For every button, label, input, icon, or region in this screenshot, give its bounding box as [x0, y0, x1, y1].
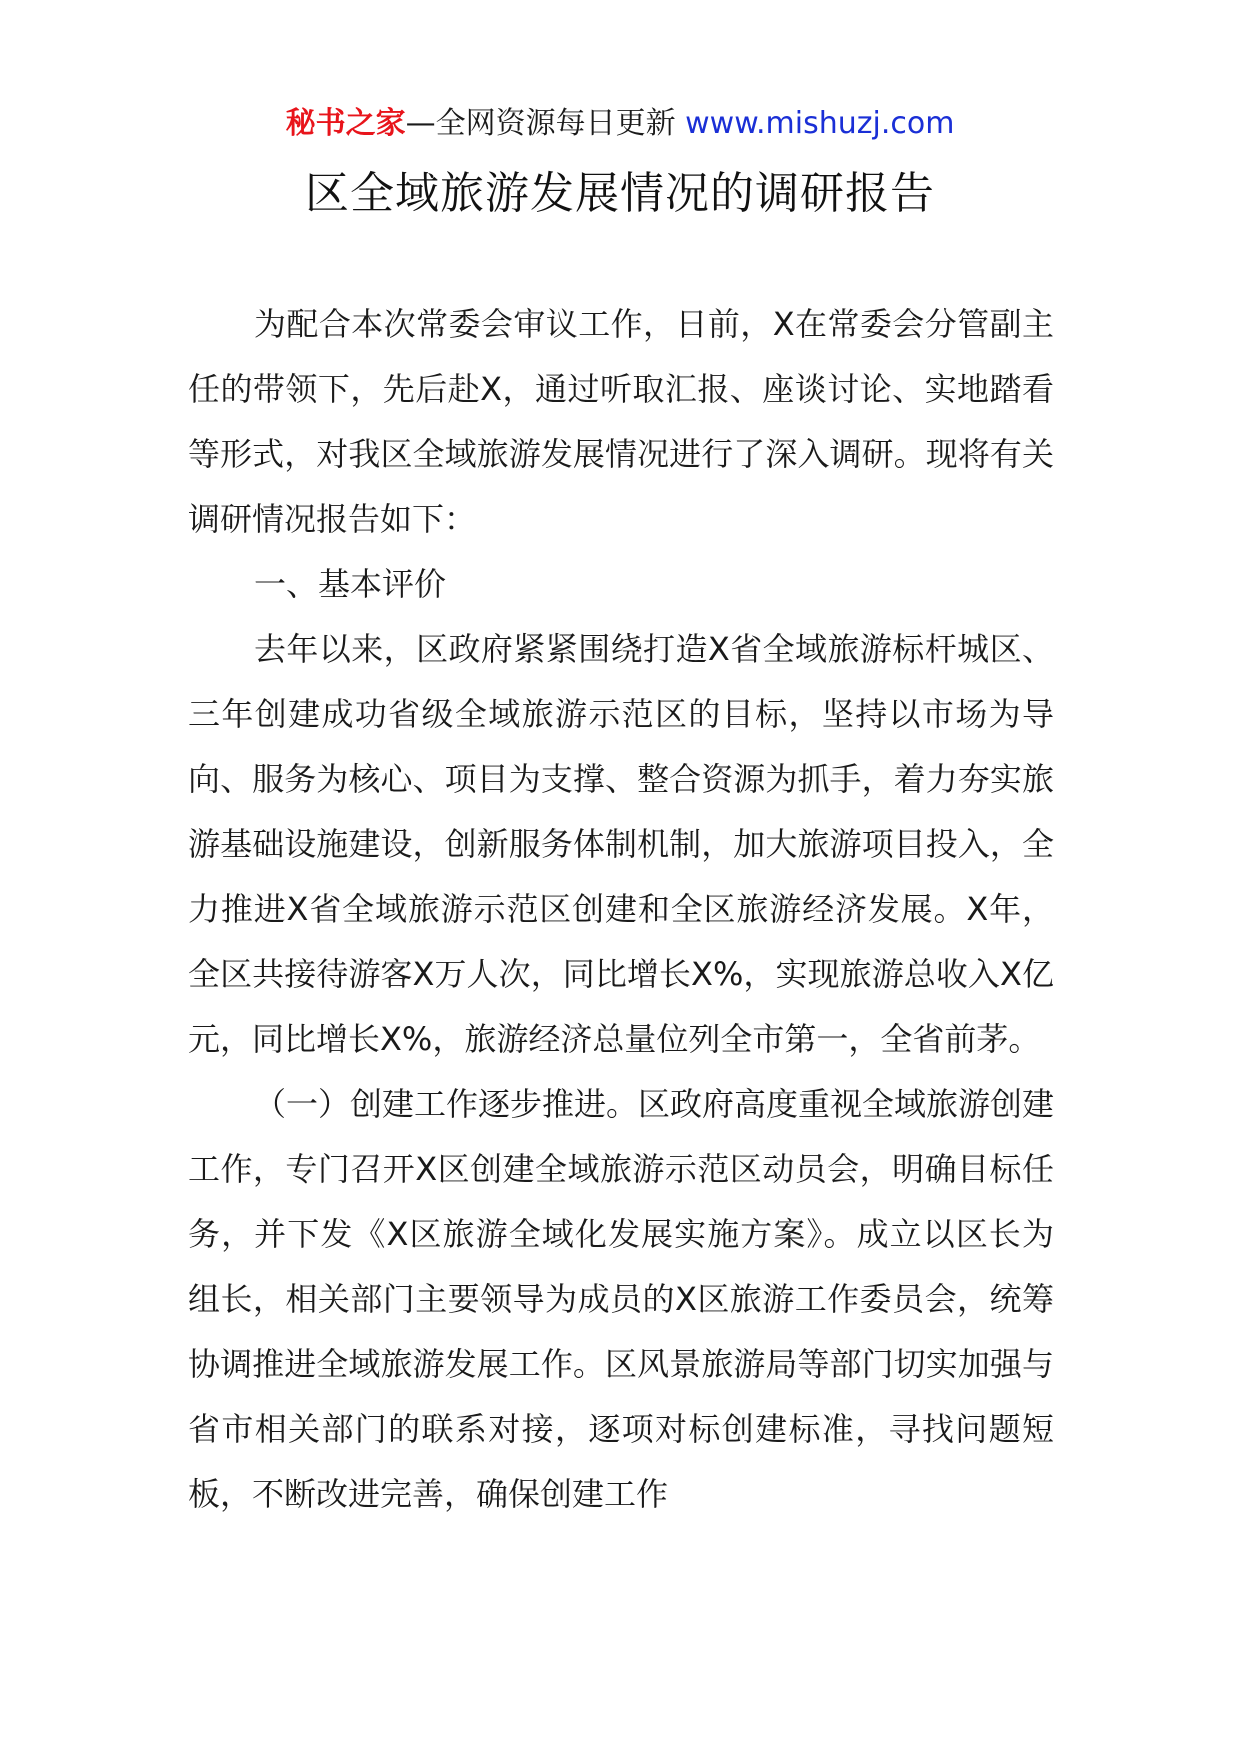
- banner-tagline: —全网资源每日更新: [405, 106, 676, 141]
- website-link[interactable]: www.mishuzj.com: [685, 106, 955, 141]
- paragraph-intro: 为配合本次常委会审议工作，日前，X在常委会分管副主任的带领下，先后赴X，通过听取汇报、座谈讨论、实地踏看等形式，对我区全域旅游发展情况进行了深入调研。现将有关调研情况报告如下：: [188, 305, 1054, 538]
- document-body: [188, 292, 1054, 1527]
- paragraph-evaluation: 去年以来，区政府紧紧围绕打造X省全域旅游标杆城区、三年创建成功省级全域旅游示范区的目标，坚持以市场为导向、服务为核心、项目为支撑、整合资源为抓手，着力夯实旅游基础设施建设，创新服务体制机制，加大旅游项目投入，全力推进X省全域旅游示范区创建和全区旅游经济发展。X年，全区共接待游客X万人次，同比增长X%，实现旅游总收入X亿元，同比增长X%，旅游经济总量位列全市第一，全省前茅。: [188, 630, 1054, 1058]
- document-title: 区全域旅游发展情况的调研报告: [305, 168, 935, 219]
- brand-name: 秘书之家: [285, 106, 406, 141]
- paragraph-creation-work: （一）创建工作逐步推进。区政府高度重视全域旅游创建工作，专门召开X区创建全域旅游示范区动员会，明确目标任务，并下发《X区旅游全域化发展实施方案》。成立以区长为组长，相关部门主要领导为成员的X区旅游工作委员会，统筹协调推进全域旅游发展工作。区风景旅游局等部门切实加强与省市相关部门的联系对接，逐项对标创建标准，寻找问题短板，不断改进完善，确保创建工作: [188, 1085, 1055, 1513]
- header-banner: [0, 102, 1240, 146]
- section-heading-basic-evaluation: 一、基本评价: [254, 565, 447, 603]
